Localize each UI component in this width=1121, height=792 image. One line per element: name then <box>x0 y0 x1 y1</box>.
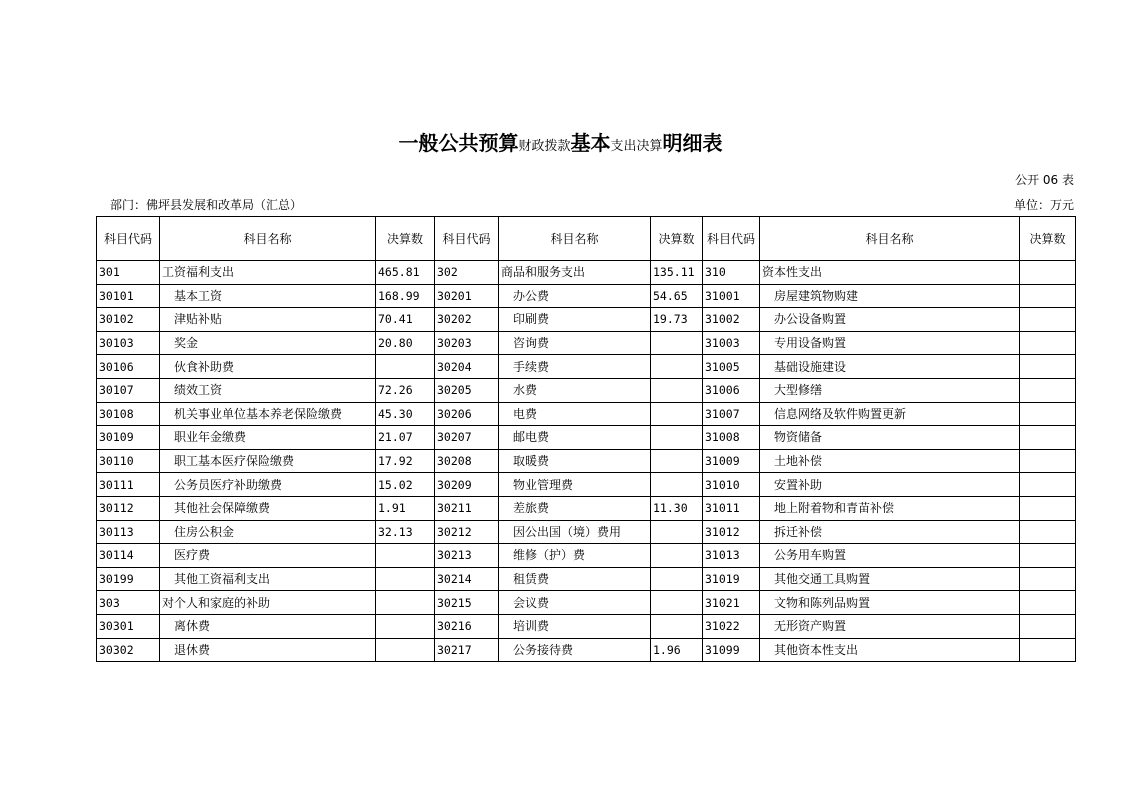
table-row <box>97 449 1076 473</box>
subject-name-1: 职工基本医疗保险缴费 <box>160 449 376 473</box>
amount-2 <box>651 473 703 497</box>
subject-name-3: 文物和陈列品购置 <box>760 591 1020 615</box>
title-part-1: 一般公共预算 <box>398 131 519 155</box>
table-row <box>97 355 1076 379</box>
amount-3 <box>1020 284 1076 308</box>
subject-name-1: 退休费 <box>160 638 376 662</box>
subject-code-3: 31010 <box>703 473 760 497</box>
table-row <box>97 261 1076 285</box>
amount-3 <box>1020 473 1076 497</box>
subject-code-2: 30205 <box>435 378 499 402</box>
subject-code-3: 31022 <box>703 614 760 638</box>
amount-1: 15.02 <box>376 473 435 497</box>
amount-2 <box>651 355 703 379</box>
subject-name-1: 其他社会保障缴费 <box>160 496 376 520</box>
unit-label: 单位：万元 <box>1013 198 1074 212</box>
subject-code-1: 303 <box>97 591 160 615</box>
amount-2: 1.96 <box>651 638 703 662</box>
subject-code-1: 30108 <box>97 402 160 426</box>
amount-1 <box>376 544 435 568</box>
table-row <box>97 638 1076 662</box>
subject-name-1: 机关事业单位基本养老保险缴费 <box>160 402 376 426</box>
subject-name-1: 工资福利支出 <box>160 261 376 285</box>
amount-1: 72.26 <box>376 378 435 402</box>
subject-name-2: 因公出国（境）费用 <box>499 520 651 544</box>
form-number: 公开 06 表 <box>1015 173 1074 187</box>
subject-code-2: 30208 <box>435 449 499 473</box>
subject-code-3: 31012 <box>703 520 760 544</box>
table-row <box>97 426 1076 450</box>
amount-1 <box>376 638 435 662</box>
subject-name-3: 其他资本性支出 <box>760 638 1020 662</box>
amount-2: 54.65 <box>651 284 703 308</box>
subject-code-3: 31008 <box>703 426 760 450</box>
subject-name-3: 基础设施建设 <box>760 355 1020 379</box>
header-name-2: 科目名称 <box>499 217 651 261</box>
subject-name-2: 取暖费 <box>499 449 651 473</box>
subject-name-2: 公务接待费 <box>499 638 651 662</box>
subject-name-1: 对个人和家庭的补助 <box>160 591 376 615</box>
subject-name-1: 基本工资 <box>160 284 376 308</box>
amount-2 <box>651 591 703 615</box>
amount-3 <box>1020 308 1076 332</box>
subject-name-2: 会议费 <box>499 591 651 615</box>
subject-name-2: 办公费 <box>499 284 651 308</box>
subject-name-3: 专用设备购置 <box>760 331 1020 355</box>
subject-code-1: 30113 <box>97 520 160 544</box>
amount-3 <box>1020 355 1076 379</box>
amount-3 <box>1020 378 1076 402</box>
subject-name-3: 土地补偿 <box>760 449 1020 473</box>
amount-1: 70.41 <box>376 308 435 332</box>
table-row <box>97 308 1076 332</box>
subject-code-1: 30301 <box>97 614 160 638</box>
subject-code-2: 30206 <box>435 402 499 426</box>
subject-code-1: 30109 <box>97 426 160 450</box>
amount-1: 45.30 <box>376 402 435 426</box>
amount-1 <box>376 355 435 379</box>
amount-3 <box>1020 520 1076 544</box>
subject-name-3: 物资储备 <box>760 426 1020 450</box>
amount-1: 17.92 <box>376 449 435 473</box>
subject-name-1: 离休费 <box>160 614 376 638</box>
subject-name-1: 医疗费 <box>160 544 376 568</box>
title-part-2: 财政拨款 <box>518 139 571 154</box>
subject-name-2: 商品和服务支出 <box>499 261 651 285</box>
amount-3 <box>1020 402 1076 426</box>
subject-name-3: 办公设备购置 <box>760 308 1020 332</box>
subject-name-2: 物业管理费 <box>499 473 651 497</box>
subject-name-3: 安置补助 <box>760 473 1020 497</box>
subject-code-2: 30216 <box>435 614 499 638</box>
subject-name-2: 租赁费 <box>499 567 651 591</box>
subject-code-2: 30214 <box>435 567 499 591</box>
amount-3 <box>1020 426 1076 450</box>
header-amount-1: 决算数 <box>376 217 435 261</box>
subject-code-2: 30217 <box>435 638 499 662</box>
subject-name-3: 资本性支出 <box>760 261 1020 285</box>
subject-name-3: 信息网络及软件购置更新 <box>760 402 1020 426</box>
department-label: 部门：佛坪县发展和改革局（汇总） <box>110 198 303 212</box>
subject-code-1: 30111 <box>97 473 160 497</box>
subject-name-3: 拆迁补偿 <box>760 520 1020 544</box>
amount-2: 19.73 <box>651 308 703 332</box>
subject-code-1: 30302 <box>97 638 160 662</box>
header-code-3: 科目代码 <box>703 217 760 261</box>
amount-1: 168.99 <box>376 284 435 308</box>
subject-code-2: 30211 <box>435 496 499 520</box>
subject-name-3: 大型修缮 <box>760 378 1020 402</box>
subject-code-3: 31011 <box>703 496 760 520</box>
subject-name-2: 差旅费 <box>499 496 651 520</box>
amount-3 <box>1020 567 1076 591</box>
subject-name-2: 水费 <box>499 378 651 402</box>
table-row <box>97 614 1076 638</box>
amount-2 <box>651 378 703 402</box>
subject-code-2: 302 <box>435 261 499 285</box>
amount-3 <box>1020 614 1076 638</box>
expenditure-table <box>96 216 1076 662</box>
subject-name-3: 其他交通工具购置 <box>760 567 1020 591</box>
amount-1: 465.81 <box>376 261 435 285</box>
amount-2 <box>651 402 703 426</box>
subject-name-2: 手续费 <box>499 355 651 379</box>
subject-name-2: 培训费 <box>499 614 651 638</box>
subject-name-2: 印刷费 <box>499 308 651 332</box>
subject-name-3: 房屋建筑物购建 <box>760 284 1020 308</box>
title-part-4: 支出决算 <box>610 139 663 154</box>
table-row <box>97 591 1076 615</box>
amount-1 <box>376 567 435 591</box>
table-row <box>97 378 1076 402</box>
subject-code-2: 30201 <box>435 284 499 308</box>
amount-3 <box>1020 496 1076 520</box>
table-row <box>97 496 1076 520</box>
subject-code-1: 30199 <box>97 567 160 591</box>
table-row <box>97 544 1076 568</box>
subject-code-1: 301 <box>97 261 160 285</box>
amount-2 <box>651 567 703 591</box>
amount-2: 135.11 <box>651 261 703 285</box>
amount-3 <box>1020 331 1076 355</box>
subject-code-2: 30213 <box>435 544 499 568</box>
amount-2 <box>651 331 703 355</box>
subject-code-3: 31005 <box>703 355 760 379</box>
amount-3 <box>1020 261 1076 285</box>
table-body <box>97 261 1076 662</box>
subject-name-1: 其他工资福利支出 <box>160 567 376 591</box>
subject-code-3: 31019 <box>703 567 760 591</box>
subject-name-3: 公务用车购置 <box>760 544 1020 568</box>
amount-1: 21.07 <box>376 426 435 450</box>
subject-code-1: 30107 <box>97 378 160 402</box>
amount-1: 20.80 <box>376 331 435 355</box>
amount-2 <box>651 614 703 638</box>
header-name-3: 科目名称 <box>760 217 1020 261</box>
subject-code-3: 31007 <box>703 402 760 426</box>
header-amount-2: 决算数 <box>651 217 703 261</box>
subject-code-2: 30204 <box>435 355 499 379</box>
subject-code-1: 30102 <box>97 308 160 332</box>
subject-name-2: 维修（护）费 <box>499 544 651 568</box>
table-row <box>97 284 1076 308</box>
amount-2 <box>651 544 703 568</box>
subject-name-1: 住房公积金 <box>160 520 376 544</box>
table-row <box>97 473 1076 497</box>
subject-name-2: 咨询费 <box>499 331 651 355</box>
header-code-2: 科目代码 <box>435 217 499 261</box>
subject-code-3: 31021 <box>703 591 760 615</box>
amount-3 <box>1020 544 1076 568</box>
subject-name-1: 职业年金缴费 <box>160 426 376 450</box>
amount-3 <box>1020 449 1076 473</box>
amount-2 <box>651 449 703 473</box>
header-code-1: 科目代码 <box>97 217 160 261</box>
subject-code-3: 310 <box>703 261 760 285</box>
subject-name-3: 地上附着物和青苗补偿 <box>760 496 1020 520</box>
subject-name-1: 奖金 <box>160 331 376 355</box>
table-header-row <box>97 217 1076 261</box>
amount-1: 1.91 <box>376 496 435 520</box>
header-amount-3: 决算数 <box>1020 217 1076 261</box>
amount-2: 11.30 <box>651 496 703 520</box>
subject-code-1: 30112 <box>97 496 160 520</box>
subject-code-3: 31099 <box>703 638 760 662</box>
subject-name-1: 津贴补贴 <box>160 308 376 332</box>
amount-1 <box>376 591 435 615</box>
subject-name-2: 电费 <box>499 402 651 426</box>
amount-1: 32.13 <box>376 520 435 544</box>
amount-2 <box>651 520 703 544</box>
table-row <box>97 567 1076 591</box>
subject-name-1: 伙食补助费 <box>160 355 376 379</box>
subject-code-2: 30202 <box>435 308 499 332</box>
subject-code-1: 30110 <box>97 449 160 473</box>
subject-code-1: 30101 <box>97 284 160 308</box>
subject-code-2: 30212 <box>435 520 499 544</box>
subject-code-3: 31002 <box>703 308 760 332</box>
table-row <box>97 402 1076 426</box>
subject-code-1: 30103 <box>97 331 160 355</box>
header-name-1: 科目名称 <box>160 217 376 261</box>
subject-code-3: 31006 <box>703 378 760 402</box>
title-part-5: 明细表 <box>662 131 723 155</box>
subject-code-2: 30215 <box>435 591 499 615</box>
amount-3 <box>1020 591 1076 615</box>
subject-code-3: 31001 <box>703 284 760 308</box>
subject-code-1: 30106 <box>97 355 160 379</box>
amount-3 <box>1020 638 1076 662</box>
page-title <box>0 128 1121 162</box>
subject-name-3: 无形资产购置 <box>760 614 1020 638</box>
subject-code-1: 30114 <box>97 544 160 568</box>
subject-code-3: 31009 <box>703 449 760 473</box>
subject-code-3: 31003 <box>703 331 760 355</box>
title-part-3: 基本 <box>570 131 611 155</box>
subject-name-1: 公务员医疗补助缴费 <box>160 473 376 497</box>
subject-name-1: 绩效工资 <box>160 378 376 402</box>
amount-1 <box>376 614 435 638</box>
subject-code-2: 30209 <box>435 473 499 497</box>
table-row <box>97 520 1076 544</box>
subject-name-2: 邮电费 <box>499 426 651 450</box>
amount-2 <box>651 426 703 450</box>
subject-code-2: 30207 <box>435 426 499 450</box>
subject-code-3: 31013 <box>703 544 760 568</box>
table-row <box>97 331 1076 355</box>
subject-code-2: 30203 <box>435 331 499 355</box>
